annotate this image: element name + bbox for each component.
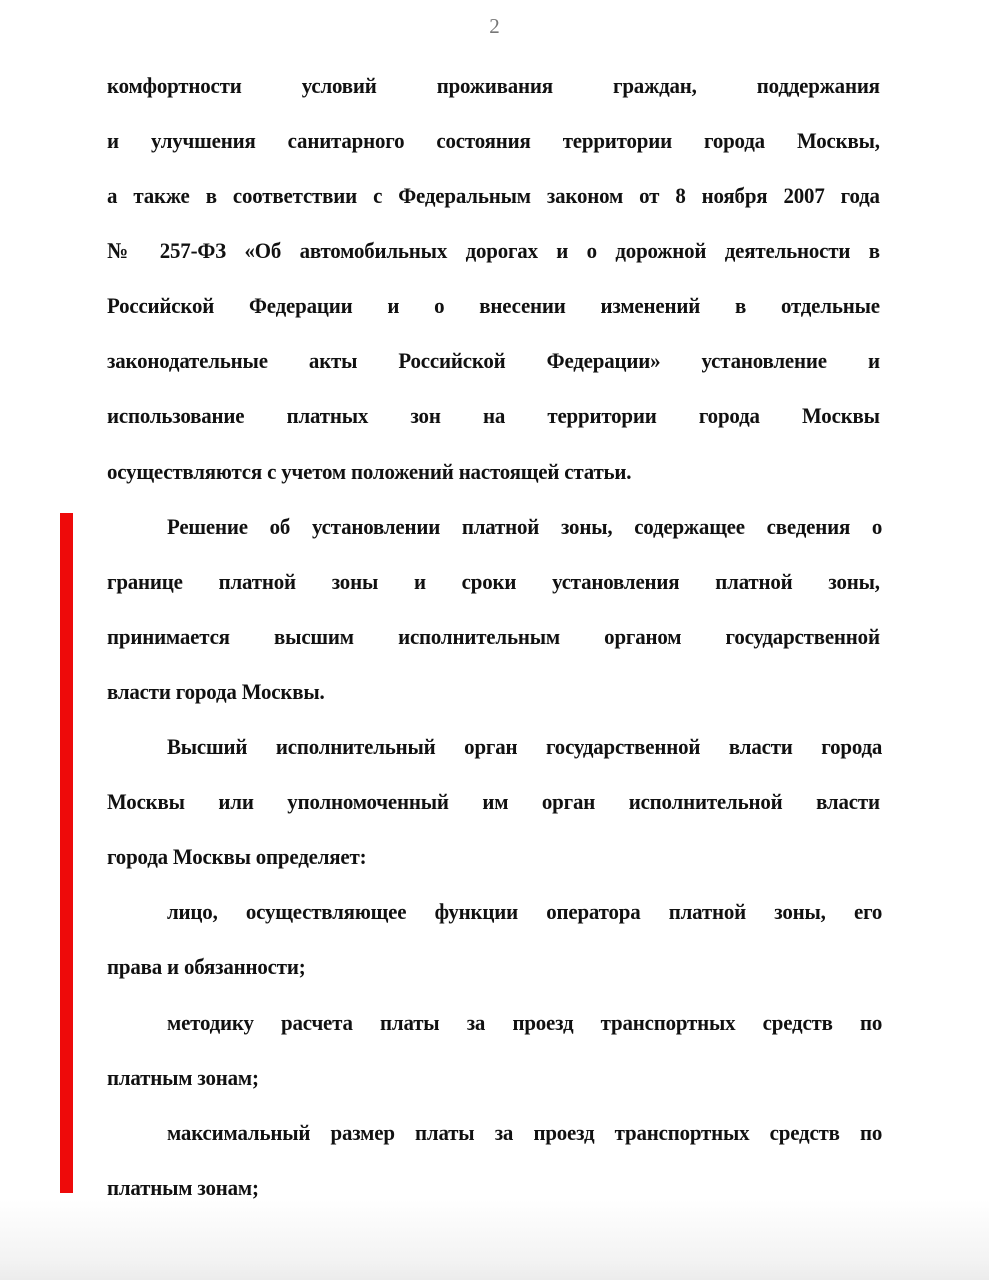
text-line: методику расчета платы за проезд транспортных средств по — [167, 1010, 883, 1035]
text-line: использование платных зон на территории города Москвы — [107, 403, 880, 428]
text-line: платным зонам; — [107, 1175, 259, 1200]
text-line: а также в соответствии с Федеральным законом от 8 ноября 2007 года — [107, 183, 880, 208]
text-line: принимается высшим исполнительным органом государственной — [107, 624, 880, 649]
text-line: власти города Москвы. — [107, 679, 325, 704]
text-line: и улучшения санитарного состояния территории города Москвы, — [107, 128, 880, 153]
text-line: максимальный размер платы за проезд транспортных средств по — [167, 1120, 883, 1145]
text-line: права и обязанности; — [107, 954, 306, 979]
text-line: № 257-ФЗ «Об автомобильных дорогах и о дорожной деятельности в — [107, 238, 880, 263]
text-line: Высший исполнительный орган государственной власти города — [167, 734, 883, 759]
text-line: границе платной зоны и сроки установления платной зоны, — [107, 569, 880, 594]
text-line: Решение об установлении платной зоны, содержащее сведения о — [167, 514, 883, 539]
text-line: города Москвы определяет: — [107, 844, 367, 869]
text-line: платным зонам; — [107, 1065, 259, 1090]
text-line: законодательные акты Российской Федерации» установление и — [107, 348, 880, 373]
text-line: лицо, осуществляющее функции оператора платной зоны, его — [167, 899, 883, 924]
text-line: Российской Федерации и о внесении изменений в отдельные — [107, 293, 880, 318]
text-line: комфортности условий проживания граждан, поддержания — [107, 73, 880, 98]
red-highlight-bar — [60, 513, 73, 1193]
page-number: 2 — [489, 14, 500, 38]
text-line: Москвы или уполномоченный им орган исполнительной власти — [107, 789, 880, 814]
text-line: осуществляются с учетом положений настоящей статьи. — [107, 459, 632, 484]
